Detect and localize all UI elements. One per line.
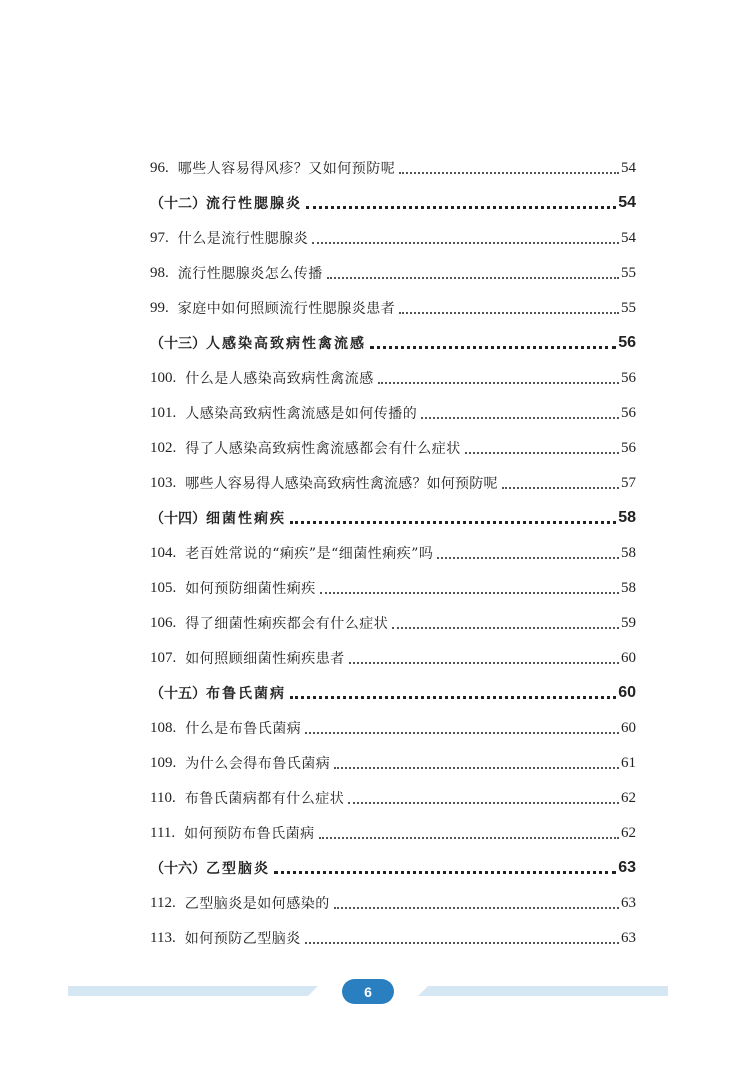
entry-page: 56 (621, 405, 636, 421)
dot-leader (348, 802, 619, 804)
toc-entry-100[interactable] (150, 358, 636, 393)
dot-leader (320, 592, 619, 594)
entry-page: 63 (621, 930, 636, 946)
dot-leader (437, 557, 619, 559)
dot-leader (290, 696, 616, 699)
entry-title: 家庭中如何照顾流行性腮腺炎患者 (177, 301, 396, 317)
toc-section-13[interactable] (150, 323, 636, 358)
page-number-badge (342, 979, 394, 1004)
section-page: 58 (618, 509, 636, 526)
section-number: （十五） (150, 686, 206, 702)
entry-number: 103. (150, 475, 177, 491)
section-number: （十六） (150, 861, 206, 877)
section-title: 细菌性痢疾 (206, 511, 286, 527)
toc-section-12[interactable] (150, 183, 636, 218)
entry-number: 98. (150, 265, 169, 281)
entry-page: 61 (621, 755, 636, 771)
entry-number: 110. (150, 790, 176, 806)
entry-number: 113. (150, 930, 176, 946)
dot-leader (370, 346, 616, 349)
table-of-contents (150, 148, 636, 953)
dot-leader (421, 417, 619, 419)
dot-leader (502, 487, 619, 489)
entry-page: 56 (621, 370, 636, 386)
entry-title: 布鲁氏菌病都有什么症状 (184, 791, 345, 807)
entry-title: 如何预防细菌性痢疾 (185, 581, 316, 597)
entry-page: 62 (621, 790, 636, 806)
entry-page: 59 (621, 615, 636, 631)
entry-title: 为什么会得布鲁氏菌病 (185, 756, 331, 772)
toc-section-16[interactable] (150, 848, 636, 883)
entry-page: 55 (621, 300, 636, 316)
page-number: 6 (364, 983, 372, 1000)
entry-title: 哪些人容易得风疹？又如何预防呢 (177, 161, 396, 177)
section-number: （十二） (150, 196, 206, 212)
entry-number: 112. (150, 895, 176, 911)
entry-page: 54 (621, 160, 636, 176)
toc-entry-109[interactable] (150, 743, 636, 778)
entry-page: 62 (621, 825, 636, 841)
dot-leader (327, 277, 619, 279)
entry-number: 107. (150, 650, 177, 666)
dot-leader (378, 382, 619, 384)
footer-bar-right (418, 986, 668, 996)
toc-entry-107[interactable] (150, 638, 636, 673)
entry-title: 得了细菌性痢疾都会有什么症状 (185, 616, 389, 632)
entry-number: 96. (150, 160, 169, 176)
entry-title: 流行性腮腺炎怎么传播 (177, 266, 323, 282)
toc-entry-103[interactable] (150, 463, 636, 498)
entry-number: 109. (150, 755, 177, 771)
entry-title: 乙型脑炎是如何感染的 (184, 896, 330, 912)
section-page: 63 (618, 859, 636, 876)
entry-title: 人感染高致病性禽流感是如何传播的 (185, 406, 418, 422)
entry-title: 老百姓常说的“痢疾”是“细菌性痢疾”吗 (185, 546, 434, 562)
entry-number: 100. (150, 370, 177, 386)
toc-section-15[interactable] (150, 673, 636, 708)
dot-leader (274, 871, 616, 874)
entry-number: 101. (150, 405, 177, 421)
entry-title: 得了人感染高致病性禽流感都会有什么症状 (185, 441, 461, 457)
section-title: 流行性腮腺炎 (206, 196, 302, 212)
dot-leader (334, 907, 619, 909)
toc-entry-106[interactable] (150, 603, 636, 638)
toc-entry-112[interactable] (150, 883, 636, 918)
dot-leader (334, 767, 619, 769)
toc-entry-111[interactable] (150, 813, 636, 848)
toc-entry-97[interactable] (150, 218, 636, 253)
toc-entry-98[interactable] (150, 253, 636, 288)
entry-title: 什么是布鲁氏菌病 (185, 721, 302, 737)
entry-title: 如何预防布鲁氏菌病 (184, 826, 315, 842)
entry-number: 105. (150, 580, 177, 596)
entry-page: 63 (621, 895, 636, 911)
toc-entry-104[interactable] (150, 533, 636, 568)
dot-leader (392, 627, 619, 629)
toc-entry-105[interactable] (150, 568, 636, 603)
dot-leader (305, 732, 619, 734)
section-page: 54 (618, 194, 636, 211)
dot-leader (312, 242, 619, 244)
dot-leader (399, 312, 619, 314)
entry-page: 57 (621, 475, 636, 491)
footer-bar-left (68, 986, 318, 996)
entry-number: 104. (150, 545, 177, 561)
entry-number: 97. (150, 230, 169, 246)
dot-leader (305, 942, 619, 944)
entry-page: 56 (621, 440, 636, 456)
dot-leader (306, 206, 616, 209)
entry-title: 哪些人容易得人感染高致病性禽流感？如何预防呢 (185, 476, 498, 492)
toc-entry-96[interactable] (150, 148, 636, 183)
dot-leader (349, 662, 619, 664)
section-title: 乙型脑炎 (206, 861, 270, 877)
toc-entry-99[interactable] (150, 288, 636, 323)
entry-number: 106. (150, 615, 177, 631)
section-title: 布鲁氏菌病 (206, 686, 286, 702)
entry-title: 什么是人感染高致病性禽流感 (185, 371, 374, 387)
section-page: 60 (618, 684, 636, 701)
dot-leader (319, 837, 619, 839)
toc-entry-101[interactable] (150, 393, 636, 428)
entry-page: 60 (621, 720, 636, 736)
section-number: （十四） (150, 511, 206, 527)
entry-number: 111. (150, 825, 176, 841)
toc-entry-102[interactable] (150, 428, 636, 463)
entry-number: 108. (150, 720, 177, 736)
entry-title: 如何预防乙型脑炎 (184, 931, 301, 947)
dot-leader (465, 452, 619, 454)
section-title: 人感染高致病性禽流感 (206, 336, 366, 352)
dot-leader (290, 521, 616, 524)
toc-entry-113[interactable] (150, 918, 636, 953)
entry-page: 58 (621, 545, 636, 561)
entry-number: 102. (150, 440, 177, 456)
section-number: （十三） (150, 336, 206, 352)
entry-page: 58 (621, 580, 636, 596)
entry-number: 99. (150, 300, 169, 316)
toc-section-14[interactable] (150, 498, 636, 533)
entry-title: 什么是流行性腮腺炎 (177, 231, 309, 247)
entry-page: 60 (621, 650, 636, 666)
entry-page: 54 (621, 230, 636, 246)
dot-leader (399, 172, 619, 174)
toc-entry-110[interactable] (150, 778, 636, 813)
toc-entry-108[interactable] (150, 708, 636, 743)
entry-page: 55 (621, 265, 636, 281)
section-page: 56 (618, 334, 636, 351)
entry-title: 如何照顾细菌性痢疾患者 (185, 651, 345, 667)
